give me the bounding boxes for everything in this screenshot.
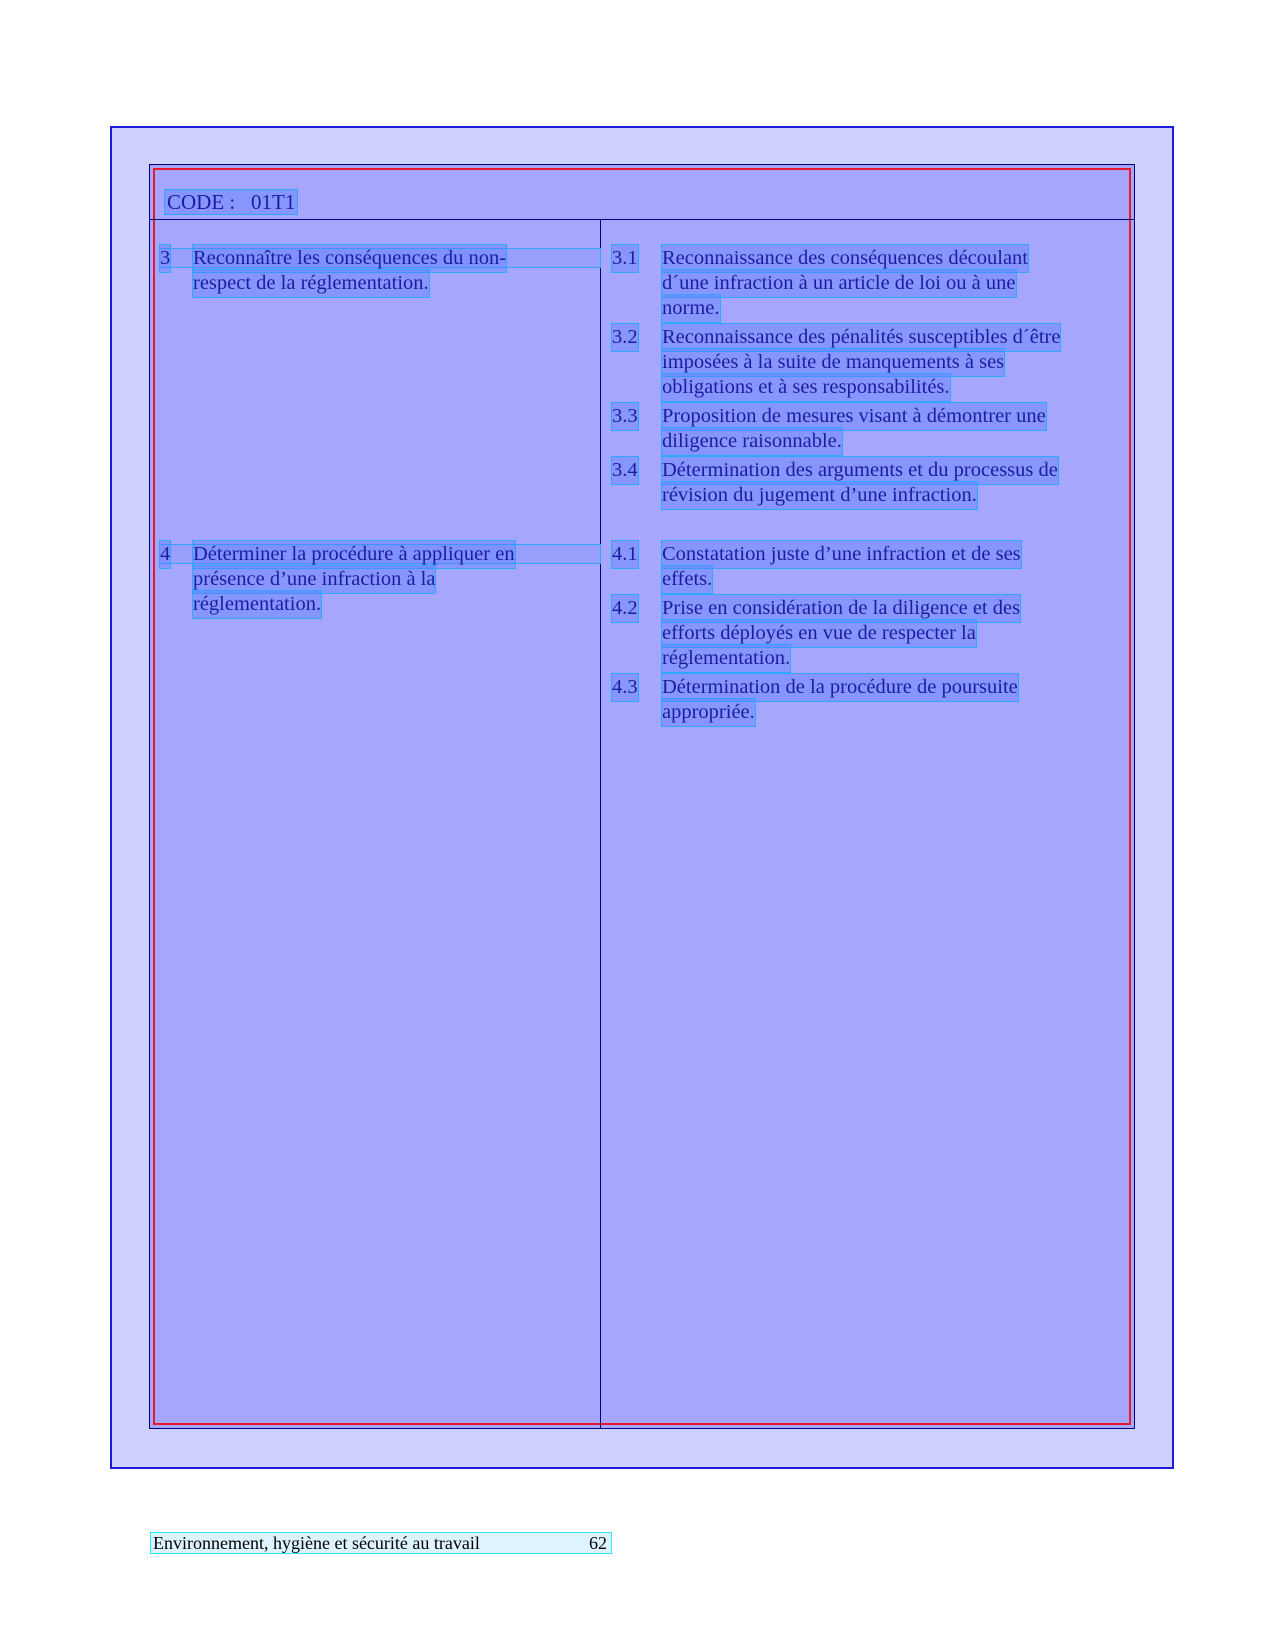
right-item-line: Reconnaissance des pénalités susceptibles d´être xyxy=(662,324,1060,351)
right-item-line: Reconnaissance des conséquences découlant xyxy=(662,245,1028,272)
right-item-line: Prise en considération de la diligence et des xyxy=(662,595,1020,622)
code-label xyxy=(165,190,297,214)
right-item-number: 3.4 xyxy=(612,457,638,484)
right-item-line: Constatation juste d’une infraction et de ses xyxy=(662,541,1021,568)
right-item-line: efforts déployés en vue de respecter la xyxy=(662,620,976,647)
right-item-line: norme. xyxy=(662,295,720,322)
table-header-row xyxy=(150,165,1134,220)
right-item-line: imposées à la suite de manquements à ses xyxy=(662,349,1004,376)
left-item-number: 3 xyxy=(160,245,170,272)
page-number: 62 xyxy=(589,1533,607,1553)
right-item-number: 3.2 xyxy=(612,324,638,351)
right-item-line: révision du jugement d’une infraction. xyxy=(662,482,977,509)
competency-table xyxy=(149,164,1135,1429)
footer-title: Environnement, hygiène et sécurité au travail xyxy=(153,1533,480,1553)
left-item-line: Déterminer la procédure à appliquer en xyxy=(193,541,515,568)
right-item-line: Détermination de la procédure de poursuite xyxy=(662,674,1018,701)
page-footer xyxy=(151,1533,611,1553)
right-item-number: 4.2 xyxy=(612,595,638,622)
right-item-line: d´une infraction à un article de loi ou à une xyxy=(662,270,1016,297)
right-item-number: 4.1 xyxy=(612,541,638,568)
left-item-line: présence d’une infraction à la xyxy=(193,566,435,593)
left-item-number: 4 xyxy=(160,541,170,568)
right-item-line: réglementation. xyxy=(662,645,790,672)
right-item-line: Détermination des arguments et du processus de xyxy=(662,457,1058,484)
right-item-line: obligations et à ses responsabilités. xyxy=(662,374,950,401)
right-item-line: effets. xyxy=(662,566,712,593)
right-item-line: Proposition de mesures visant à démontrer une xyxy=(662,403,1046,430)
left-item-line: réglementation. xyxy=(193,591,321,618)
right-item-number: 3.3 xyxy=(612,403,638,430)
right-item-line: appropriée. xyxy=(662,699,755,726)
left-item-line: respect de la réglementation. xyxy=(193,270,429,297)
code-value: 01T1 xyxy=(251,190,296,214)
right-item-number: 4.3 xyxy=(612,674,638,701)
column-divider xyxy=(600,220,601,1428)
left-item-line: Reconnaître les conséquences du non- xyxy=(193,245,506,272)
right-item-line: diligence raisonnable. xyxy=(662,428,842,455)
code-label-text: CODE : xyxy=(167,190,236,214)
right-item-number: 3.1 xyxy=(612,245,638,272)
